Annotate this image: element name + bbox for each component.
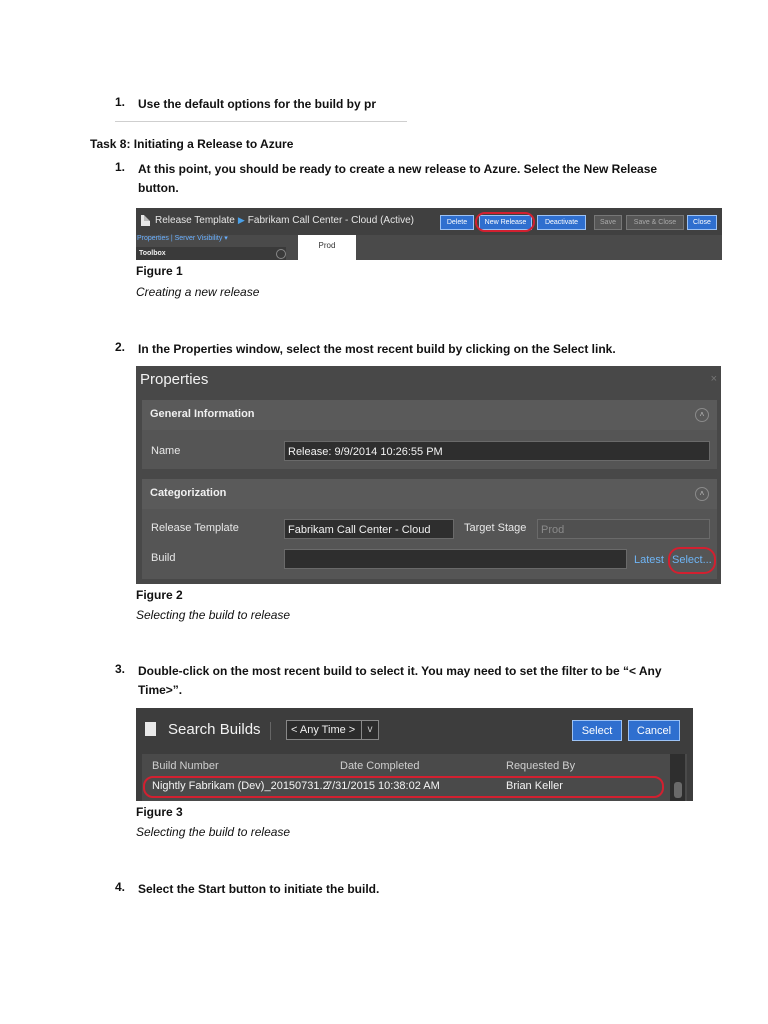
figure-1-screenshot bbox=[136, 208, 722, 260]
figure-2-screenshot bbox=[136, 366, 721, 584]
latest-link[interactable]: Latest bbox=[634, 554, 664, 566]
chevron-down-icon[interactable]: v bbox=[361, 721, 378, 739]
divider bbox=[115, 121, 407, 122]
close-icon[interactable]: × bbox=[710, 373, 717, 385]
step-2-number: 2. bbox=[115, 340, 126, 354]
prev-step bbox=[115, 95, 675, 115]
target-stage-label: Target Stage bbox=[464, 522, 527, 534]
save-button[interactable]: Save bbox=[594, 215, 622, 230]
release-template-field[interactable]: Fabrikam Call Center - Cloud bbox=[284, 519, 454, 539]
figure-3-screenshot bbox=[136, 708, 693, 801]
step-1 bbox=[115, 160, 675, 200]
builds-table bbox=[142, 754, 687, 801]
save-and-close-button[interactable]: Save & Close bbox=[626, 215, 684, 230]
step-1-number: 1. bbox=[115, 160, 126, 174]
figure-3-label: Figure 3 bbox=[136, 805, 183, 819]
divider bbox=[270, 722, 271, 740]
deactivate-button[interactable]: Deactivate bbox=[537, 215, 586, 230]
new-release-button[interactable]: New Release bbox=[479, 215, 532, 230]
select-button[interactable]: Select bbox=[572, 720, 622, 741]
properties-window-title: Properties bbox=[140, 371, 209, 388]
general-information-section bbox=[142, 400, 717, 469]
arrow-right-icon: ▶ bbox=[237, 215, 245, 225]
breadcrumb bbox=[155, 215, 414, 226]
task-heading: Task 8: Initiating a Release to Azure bbox=[90, 137, 294, 151]
column-header-build-number[interactable]: Build Number bbox=[152, 760, 219, 772]
close-button[interactable]: Close bbox=[687, 215, 717, 230]
document-icon bbox=[141, 215, 150, 226]
document-icon bbox=[145, 722, 156, 736]
time-filter-dropdown[interactable] bbox=[286, 720, 379, 740]
step-2-text: In the Properties window, select the most recent build by clicking on the Select link. bbox=[138, 342, 616, 356]
figure-3-caption: Selecting the build to release bbox=[136, 825, 291, 839]
step-4-number: 4. bbox=[115, 880, 126, 894]
prev-step-number: 1. bbox=[115, 95, 126, 109]
step-3 bbox=[115, 662, 675, 702]
step-4 bbox=[115, 880, 675, 900]
scrollbar-thumb[interactable] bbox=[674, 782, 682, 798]
step-1-text: At this point, you should be ready to create a new release to Azure. Select the New Release button. bbox=[138, 162, 658, 195]
breadcrumb-current: Fabrikam Call Center - Cloud (Active) bbox=[247, 215, 414, 226]
chevron-up-icon[interactable]: ˄ bbox=[695, 408, 709, 422]
categorization-header[interactable] bbox=[142, 479, 717, 509]
scrollbar[interactable] bbox=[670, 754, 685, 801]
build-field[interactable] bbox=[284, 549, 627, 569]
delete-button[interactable]: Delete bbox=[440, 215, 474, 230]
figure-2-caption: Selecting the build to release bbox=[136, 608, 291, 622]
prev-step-text: Use the default options for the build by pr bbox=[138, 97, 377, 111]
toolbox-label: Toolbox bbox=[139, 250, 166, 257]
template-toolbar bbox=[136, 208, 722, 235]
release-template-label: Release Template bbox=[151, 522, 239, 534]
step-2 bbox=[115, 340, 675, 360]
cell-date-completed: 7/31/2015 10:38:02 AM bbox=[326, 780, 440, 792]
collapse-icon[interactable] bbox=[276, 249, 286, 259]
cell-requested-by: Brian Keller bbox=[506, 780, 563, 792]
breadcrumb-release-template[interactable]: Release Template bbox=[155, 215, 235, 226]
select-link[interactable]: Select... bbox=[672, 554, 712, 566]
properties-server-visibility-links[interactable]: Properties | Server Visibility ▾ bbox=[137, 235, 228, 242]
name-label: Name bbox=[151, 445, 181, 457]
target-stage-field: Prod bbox=[537, 519, 710, 539]
categorization-section bbox=[142, 479, 717, 579]
column-header-date-completed[interactable]: Date Completed bbox=[340, 760, 420, 772]
chevron-up-icon[interactable]: ˄ bbox=[695, 487, 709, 501]
highlight-select-link bbox=[668, 547, 716, 574]
cell-build-number: Nightly Fabrikam (Dev)_20150731.2 bbox=[152, 780, 329, 792]
search-builds-title: Search Builds bbox=[168, 721, 261, 738]
name-field[interactable]: Release: 9/9/2014 10:26:55 PM bbox=[284, 441, 710, 461]
cancel-button[interactable]: Cancel bbox=[628, 720, 680, 741]
categorization-heading: Categorization bbox=[150, 487, 227, 499]
highlight-build-row bbox=[143, 776, 664, 798]
general-information-heading: General Information bbox=[150, 408, 255, 420]
figure-1-caption: Creating a new release bbox=[136, 285, 260, 299]
time-filter-value: < Any Time > bbox=[291, 724, 356, 736]
step-3-number: 3. bbox=[115, 662, 126, 676]
general-information-header[interactable] bbox=[142, 400, 717, 430]
highlight-new-release bbox=[475, 212, 535, 232]
toolbox-panel bbox=[136, 247, 286, 260]
figure-2-label: Figure 2 bbox=[136, 588, 183, 602]
build-label: Build bbox=[151, 552, 176, 564]
step-4-text: Select the Start button to initiate the build. bbox=[138, 882, 380, 896]
tab-prod[interactable]: Prod bbox=[298, 235, 356, 260]
column-header-requested-by[interactable]: Requested By bbox=[506, 760, 576, 772]
step-3-text: Double-click on the most recent build to select it. You may need to set the filter to be “< Any Time>”. bbox=[138, 664, 662, 697]
figure-1-label: Figure 1 bbox=[136, 264, 183, 278]
